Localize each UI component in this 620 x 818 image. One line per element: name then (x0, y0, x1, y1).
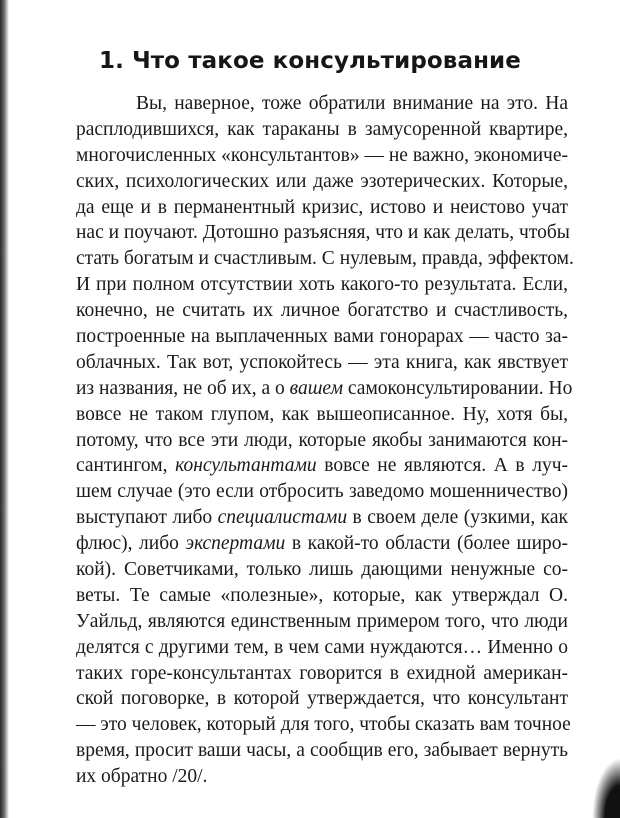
text-segment: в какой-то области (более широ- (285, 533, 569, 555)
text-line: конечно, не считать их личное богатство и счастливость, (76, 300, 568, 322)
text-line (76, 376, 573, 402)
text-segment: выступают либо (76, 507, 218, 529)
text-line: Вы, наверное, тоже обратили внимание на это. На (136, 93, 568, 114)
emphasized-word: вашем (289, 377, 344, 399)
text-line: да еще и в перманентный кризис, истово и неистово учат (76, 196, 568, 218)
text-line: делятся с другими тем, в чем сами нуждаются… Именно о (76, 636, 568, 658)
text-line: время, просит ваши часы, а сообщив его, забывает вернуть (76, 740, 568, 762)
text-segment: вовсе не являются. А в луч- (316, 455, 568, 477)
text-line: кой). Советчиками, только лишь дающими ненужные со- (76, 559, 568, 581)
text-line: ской поговорке, в которой утверждается, что консультант (76, 688, 568, 710)
page-edge-shadow (0, 0, 9, 818)
text-line: Уайльд, являются единственным примером того, что люди (76, 610, 568, 632)
text-segment: из названия, не об их, а о (76, 377, 290, 399)
text-line (76, 505, 568, 531)
text-line: — это человек, который для того, чтобы сказать вам точное (76, 714, 571, 736)
text-line: облачных. Так вот, успокойтесь — эта книга, как явствует (76, 351, 568, 373)
text-line: нас и поучают. Дотошно разъясняя, что и как делать, чтобы (76, 222, 570, 244)
text-line: веты. Те самые «полезные», которые, как утверждал О. (76, 584, 568, 606)
text-line: многочисленных «консультантов» — не важно, экономиче- (76, 144, 568, 166)
text-line: построенные на выплаченных вами гонорарах — часто за- (76, 326, 568, 348)
text-line: шем случае (это если отбросить заведомо мошенничество) (76, 481, 568, 503)
text-line: таких горе-консультантах говорится в ехидной американ- (76, 662, 568, 684)
emphasized-word: экспертами (185, 533, 286, 555)
text-line: ских, психологических или даже эзотерических. Которые, (76, 170, 568, 192)
emphasized-word: консультантами (175, 455, 317, 477)
text-line: их обратно /20/. (76, 766, 208, 788)
text-segment: флюс), либо (76, 533, 186, 555)
page-corner-shadow (592, 758, 620, 818)
body-paragraph (76, 91, 574, 790)
emphasized-word: специалистами (217, 507, 348, 529)
text-segment: в своем деле (узкими, как (347, 507, 568, 529)
text-line (76, 453, 568, 479)
text-line (76, 531, 568, 557)
text-segment: самоконсультировании. Но (343, 377, 573, 399)
text-line: И при полном отсутствии хоть какого-то результата. Если, (76, 274, 568, 296)
text-line: вовсе не таком глупом, как вышеописанное. Ну, хотя бы, (76, 403, 568, 425)
text-segment: сантингом, (76, 455, 176, 477)
section-title: 1. Что такое консультирование (99, 48, 521, 74)
text-line: стать богатым и счастливым. С нулевым, правда, эффектом. (76, 248, 574, 270)
text-line: расплодившихся, как тараканы в замусоренной квартире, (76, 118, 568, 140)
text-line: потому, что все эти люди, которые якобы занимаются кон- (76, 429, 568, 451)
